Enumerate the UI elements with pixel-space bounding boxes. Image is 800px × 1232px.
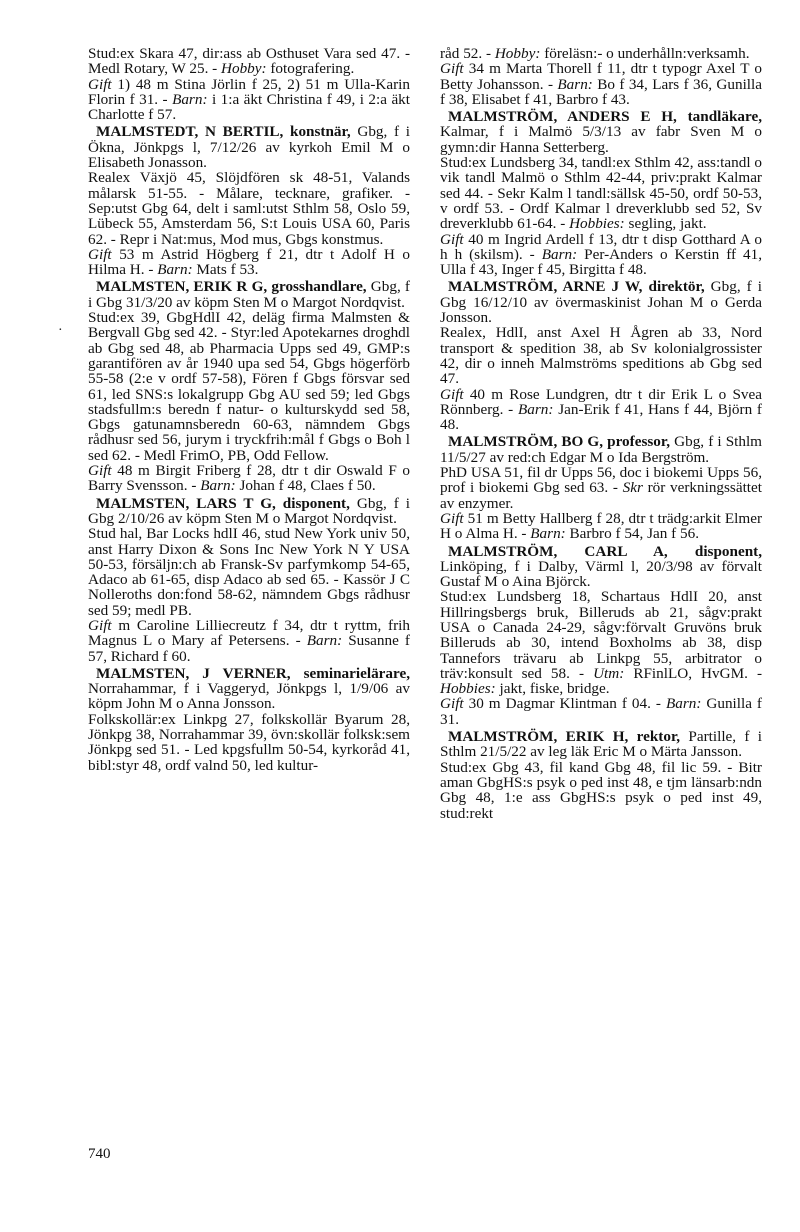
field-label: Hobby: <box>494 45 541 62</box>
biography-paragraph <box>88 77 410 123</box>
field-label: Gift <box>88 616 112 634</box>
biography-paragraph <box>440 511 762 542</box>
entry-text: råd 52. - <box>440 45 495 62</box>
field-label: Barn: <box>557 75 593 93</box>
entry-text: RFinlLO, HvGM. - <box>624 664 763 682</box>
entry-text: fotografering. <box>266 60 355 78</box>
entry-text: Bo f 34, Lars f 36, Gunilla f 38, Elisabet f 41, Barbro f 43. <box>440 75 762 108</box>
field-label: Barn: <box>172 90 208 108</box>
entry-text: Per-Anders o Kerstin ff 41, Ulla f 43, Inger f 45, Birgitta f 48. <box>440 245 762 279</box>
entry-text: Stud hal, Bar Locks hdlI 46, stud New York univ 50, anst Harry Dixon & Sons Inc New York N Y USA 50-53, försäljn:ch ab Fransk-Sv parfymkomp 54-65, Adaco ab 61-65, disp Adaco ab sed 65. - Kassör J C Nolleroths don:fond 58-62, nämndem Gbgs rådhusr sed 59; medl PB. <box>88 525 410 619</box>
entry-text: Gbg, f i Gbg 16/12/10 av övermaskinist Johan M o Gerda Jonsson. <box>440 278 762 327</box>
field-label: Gift <box>88 75 112 93</box>
entry-text: 40 m Rose Lundgren, dtr t dir Erik L o Svea Rönnberg. - <box>440 385 762 418</box>
field-label: Gift <box>440 695 464 713</box>
biography-entry-heading <box>440 109 762 155</box>
entry-text: Stud:ex 39, GbgHdlI 42, deläg firma Malmsten & Bergvall Gbg sed 42. - Styr:led Apotekarnes droghdl ab Gbg sed 48, ab Pharmacia Upps sed 49, GMP:s garantifören av år 1940 upa sed 54, Gbgs högerförb 55-58 (2:e v ordf 57-58), Fören f Gbgs försvar sed 61, led SNS:s lokalgrupp Gbg AU sed 59; led Gbgs stadsfullm:s beredn f natur- o kulturskydd sed 58, Gbgs gatunamnsberedn 60-63, nämndem Gbgs rådhusr sed 56, jurym i tryckfrih:mål f Gbgs o Boh l sed 62. - Medl FrimO, PB, Odd Fellow. <box>88 309 410 464</box>
biography-paragraph <box>440 46 762 61</box>
entry-text: Norrahammar, f i Vaggeryd, Jönkpgs l, 1/9/06 av köpm John M o Anna Jonsson. <box>88 680 410 713</box>
field-label: Utm: <box>593 664 625 682</box>
entry-name: MALMSTRÖM, ANDERS E H, tandläkare, <box>448 108 762 126</box>
entry-name: MALMSTRÖM, BO G, professor, <box>448 433 671 451</box>
biography-paragraph <box>88 247 410 278</box>
field-label: Barn: <box>665 695 702 713</box>
entry-text: rör verkningssättet av enzymer. <box>440 479 762 512</box>
biography-paragraph <box>88 712 410 773</box>
biography-entry-heading <box>440 279 762 325</box>
entry-text: Stud:ex Lundsberg 34, tandl:ex Sthlm 42, ass:tandl o vik tandl Malmö o Sthlm 42-44, priv:prakt Kalmar sed 44. - Sekr Kalm l tandl:sällsk 45-50, ordf 50-53, v ordf 53. - Ordf Kalmar l dreverklubb sed 52, Sv dreverklubb 61-64. - <box>440 154 762 233</box>
biography-paragraph <box>440 387 762 433</box>
entry-text: i 1:a äkt Christina f 49, i 2:a äkt Charlotte f 57. <box>88 90 410 124</box>
biography-paragraph <box>440 155 762 231</box>
entry-text: Mats f 53. <box>192 261 259 279</box>
field-label: Skr <box>622 479 643 497</box>
field-label: Hobbies: <box>569 215 625 233</box>
field-label: Barn: <box>530 525 566 543</box>
entry-text: 53 m Astrid Högberg f 21, dtr t Adolf H o Hilma H. - <box>88 245 410 279</box>
entry-text: PhD USA 51, fil dr Upps 56, doc i biokemi Upps 56, prof i biokemi Gbg sed 63. - <box>440 464 762 497</box>
field-label: Gift <box>440 385 464 403</box>
field-label: Gift <box>88 462 112 480</box>
entry-text: Realex Växjö 45, Slöjdfören sk 48-51, Valands målarsk 51-55. - Målare, tecknare, grafiker. - Sep:utst Gbg 64, delt i saml:utst Sthlm 58, Oslo 59, Lübeck 55, Amsterdam 56, S:t Louis USA 60, Paris 62. - Repr i Nat:mus, Mod mus, Gbgs konstmus. <box>88 169 410 248</box>
field-label: Gift <box>88 245 112 263</box>
entry-text: Gbg, f i Gbg 31/3/20 av köpm Sten M o Margot Nordqvist. <box>88 278 410 311</box>
entry-text: Gbg, f i Gbg 2/10/26 av köpm Sten M o Margot Nordqvist. <box>88 494 410 527</box>
biography-paragraph <box>88 46 410 77</box>
entry-name: MALMSTEN, J VERNER, seminarielärare, <box>96 664 410 682</box>
entry-text: 40 m Ingrid Ardell f 13, dtr t disp Gotthard A o h h (skilsm). - <box>440 230 762 263</box>
entry-text: m Caroline Lilliecreutz f 34, dtr t ryttm, frih Magnus L o Mary af Petersens. - <box>88 616 410 650</box>
entry-text: Stud:ex Gbg 43, fil kand Gbg 48, fil lic 59. - Bitr aman GbgHS:s psyk o ped inst 48, e tjm länsarb:ndn Gbg 48, 1:e ass GbgHS:s psyk o ped inst 49, stud:rekt <box>440 758 762 822</box>
entry-text: Susanne f 57, Richard f 60. <box>88 632 410 665</box>
entry-text: Gunilla f 31. <box>440 695 762 728</box>
entry-text: 48 m Birgit Friberg f 28, dtr t dir Oswald F o Barry Svensson. - <box>88 462 410 495</box>
biography-paragraph <box>440 61 762 107</box>
biography-entry-heading <box>88 124 410 170</box>
entry-name: MALMSTEN, LARS T G, disponent, <box>96 494 350 512</box>
entry-text: föreläsn:- o underhålln:verksamh. <box>540 45 750 62</box>
field-label: Hobbies: <box>440 680 496 698</box>
margin-dot: · <box>58 323 63 338</box>
biography-entry-heading <box>440 729 762 760</box>
entry-text: Partille, f i Sthlm 21/5/22 av leg läk Eric M o Märta Jansson. <box>440 728 762 761</box>
biography-paragraph <box>440 325 762 386</box>
field-label: Gift <box>440 230 464 248</box>
entry-text: 1) 48 m Stina Jörlin f 25, 2) 51 m Ulla-Karin Florin f 31. - <box>88 75 410 108</box>
field-label: Gift <box>440 509 464 527</box>
biography-paragraph <box>440 696 762 727</box>
entry-text: Stud:ex Skara 47, dir:ass ab Osthuset Vara sed 47. - Medl Rotary, W 25. - <box>88 45 410 78</box>
entry-text: Barbro f 54, Jan f 56. <box>565 525 700 543</box>
biography-entry-heading <box>88 496 410 527</box>
field-label: Barn: <box>157 261 193 279</box>
entry-text: Linköping, f i Dalby, Värml l, 20/3/98 av förvalt Gustaf M o Aina Björck. <box>440 557 762 591</box>
field-label: Barn: <box>306 632 343 650</box>
biography-paragraph <box>88 310 410 463</box>
entry-text: 30 m Dagmar Klintman f 04. - <box>463 695 666 713</box>
field-label: Barn: <box>200 477 236 495</box>
page-number: 740 <box>88 1146 111 1162</box>
biography-paragraph <box>440 232 762 278</box>
entry-name: MALMSTEDT, N BERTIL, konstnär, <box>96 123 351 141</box>
entry-text: Gbg, f i Sthlm 11/5/27 av red:ch Edgar M o Ida Bergström. <box>440 433 762 466</box>
biography-entry-heading <box>440 544 762 590</box>
biography-paragraph <box>88 463 410 494</box>
biography-entry-heading <box>88 279 410 310</box>
entry-text: Stud:ex Lundsberg 18, Schartaus HdlI 20, anst Hillringsbergs bruk, Billeruds ab 21, sågv:prakt USA o Canada 24-29, sågv:förvalt Gruvöns bruk Billeruds ab 30, intend Boxholms ab 38, disp Tannefors trävaru ab Linkpg 55, arbitrator o träv:konsult sed 58. - <box>440 588 762 682</box>
biography-entry-heading <box>88 666 410 712</box>
biography-paragraph <box>440 465 762 511</box>
biography-paragraph <box>88 170 410 246</box>
entry-text: 51 m Betty Hallberg f 28, dtr t trädg:arkit Elmer H o Alma H. - <box>440 509 762 543</box>
entry-name: MALMSTRÖM, ARNE J W, direktör, <box>448 278 705 296</box>
biography-paragraph <box>440 589 762 696</box>
biography-paragraph <box>88 526 410 618</box>
field-label: Barn: <box>518 400 554 418</box>
entry-text: Realex, HdlI, anst Axel H Ågren ab 33, Nord transport & spedition 38, ab Sv kolonialgrossister 42, dir o inneh Malmströms speditions ab Gbg sed 47. <box>440 324 762 388</box>
biography-paragraph <box>440 760 762 821</box>
entry-name: MALMSTRÖM, ERIK H, rektor, <box>448 728 681 746</box>
entry-text: 34 m Marta Thorell f 11, dtr t typogr Axel T o Betty Johansson. - <box>440 60 762 93</box>
entry-text: Gbg, f i Ökna, Jönkpgs l, 7/12/26 av kyrkoh Emil M o Elisabeth Jonasson. <box>88 123 410 172</box>
entry-text: segling, jakt. <box>624 215 707 233</box>
biography-entry-heading <box>440 434 762 465</box>
entry-text: Johan f 48, Claes f 50. <box>235 477 376 495</box>
entry-name: MALMSTRÖM, CARL A, disponent, <box>448 542 762 560</box>
field-label: Barn: <box>541 245 578 263</box>
entry-text: Folkskollär:ex Linkpg 27, folkskollär Byarum 28, Jönkpg 38, Norrahammar 39, övn:skollär folksk:sem Jönkpg sed 51. - Led kpgsfullm 50-54, kyrkoråd 41, bibl:styr 48, ordf valnd 50, led kultur- <box>88 710 410 774</box>
entry-text: Jan-Erik f 41, Hans f 44, Björn f 48. <box>440 400 762 434</box>
field-label: Hobby: <box>221 60 267 78</box>
entry-text: jakt, fiske, bridge. <box>495 680 610 698</box>
biography-paragraph <box>88 618 410 664</box>
entry-name: MALMSTEN, ERIK R G, grosshandlare, <box>96 278 367 296</box>
left-column <box>88 46 410 773</box>
entry-text: Kalmar, f i Malmö 5/3/13 av fabr Sven M o gymn:dir Hanna Setterberg. <box>440 123 762 156</box>
field-label: Gift <box>440 60 464 78</box>
right-column <box>440 46 762 821</box>
